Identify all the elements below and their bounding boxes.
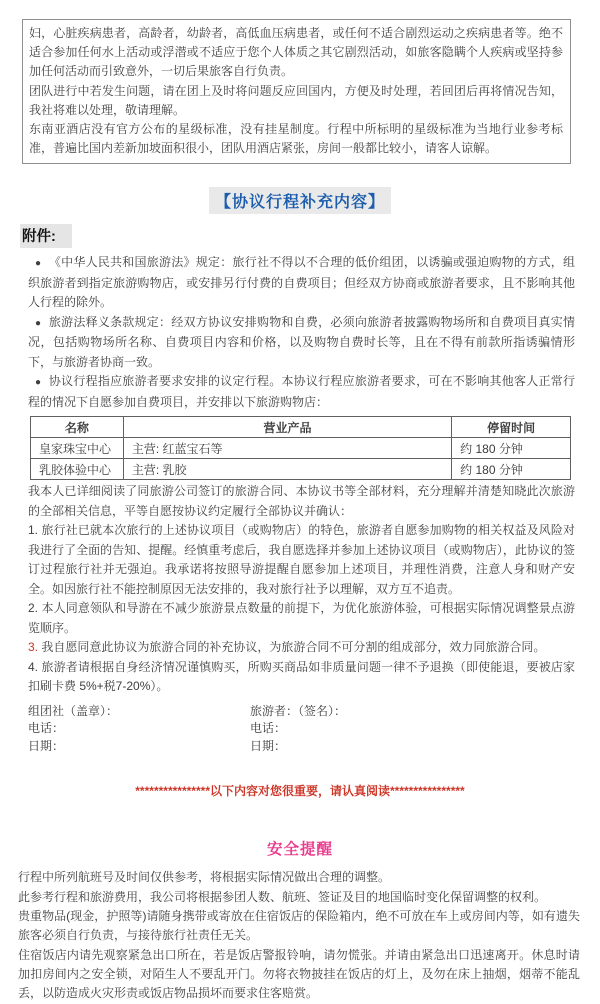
clause-number: 3.: [28, 640, 39, 655]
bullet-text: 旅游法释义条款规定：经双方协议安排购物和自费，必须向旅游者披露购物场所和自费项目真实情况，包括购物场所名称、自费项目内容和价格，以及购物自费时长等，且在不得有前款所指诱骗情形下，与旅游者协商一致。: [28, 314, 575, 369]
clause-text: 旅游者请根据自身经济情况谨慎购买，所购买商品如非质量问题一律不予退换（即使能退，要被店家扣刷卡费 5%+税7-20%）。: [28, 659, 575, 694]
supplement-heading: 【协议行程补充内容】: [209, 187, 391, 214]
safety-heading: 安全提醒: [266, 841, 333, 859]
confirmation-block: [28, 482, 575, 697]
bullet-item: [28, 253, 575, 313]
bullet-text: 协议行程指应旅游者要求安排的议定行程。本协议行程应旅游者要求，可在不影响其他客人正常行程的情况下自愿参加自费项目，并安排以下旅游购物店：: [28, 374, 575, 409]
table-header-name: 名称: [31, 417, 124, 438]
safety-paragraph: 此参考行程和旅游费用，我公司将根据参团人数、航班、签证及目的地国临时变化保留调整的权利。: [18, 889, 547, 904]
attachment-label: 附件:: [20, 224, 72, 248]
document-page: [0, 19, 600, 1001]
clause-text: 我自愿同意此协议为旅游合同的补充协议，为旅游合同不可分割的组成部分，效力同旅游合同。: [41, 640, 546, 655]
table-header-row: [31, 417, 571, 438]
safety-heading-row: [0, 837, 600, 859]
table-header-time: 停留时间: [452, 417, 571, 438]
table-cell-name: 皇家珠宝中心: [31, 438, 124, 459]
clause-4: [28, 658, 575, 697]
clause-text: 旅行社已就本次旅行的上述协议项目（或购物店）的特色，旅游者自愿参加购物的相关权益及风险对我进行了全面的告知、提醒。经慎重考虑后，我自愿选择并参加上述协议项目（或购物店），此协议的签订过程旅行社并无强迫。我承诺将按照导游提醒自愿参加上述项目，并理性消费，注意人身和财产安全。如因旅行社不能控制原因无法安排的，我对旅行社予以理解，双方互不追责。: [28, 523, 575, 596]
notice-paragraph: 妇，心脏疾病患者，高龄者，幼龄者，高低血压病患者，或任何不适合剧烈运动之疾病患者等。绝不适合参加任何水上活动或浮潜或不适应于您个人体质之其它剧烈活动，如旅客隐瞒个人疾病或坚持参加任何活动而引致意外，一切后果旅客自行负责。: [29, 26, 563, 79]
clause-number: 4.: [28, 659, 39, 674]
table-cell-product: 主营: 乳胶: [123, 459, 451, 480]
safety-block: [18, 868, 580, 1003]
organizer-seal-label: 组团社（盖章）：: [28, 703, 119, 718]
supplement-heading-row: [0, 187, 600, 214]
notice-paragraph: 团队进行中若发生问题，请在团上及时将问题反应回国内，方便及时处理，若回团后再将情况告知，我社将难以处理，敬请理解。: [29, 83, 563, 117]
signature-organizer-column: [28, 703, 250, 756]
clause-number: 2.: [28, 601, 39, 616]
table-cell-time: 约 180 分钟: [452, 438, 571, 459]
table-cell-time: 约 180 分钟: [452, 459, 571, 480]
important-notice-line: ****************以下内容对您很重要，请认真阅读****************: [135, 784, 465, 799]
table-row: [31, 459, 571, 480]
bullet-icon: ●: [35, 317, 42, 329]
clause-1: [28, 521, 575, 599]
clause-number: 1.: [28, 523, 39, 538]
table-cell-product: 主营: 红蓝宝石等: [123, 438, 451, 459]
safety-paragraph: 住宿饭店内请先观察紧急出口所在，若是饭店警报铃响，请勿慌张。并请由紧急出口迅速离开。休息时请加扣房间内之安全锁，对陌生人不要乱开门。勿将衣物披挂在饭店的灯上，及勿在床上抽烟，烟蒂不能乱丢，以防造成火灾形责或饭店物品损坏而要求住客赔赏。: [18, 947, 580, 1001]
table-row: [31, 438, 571, 459]
clause-text: 本人同意领队和导游在不减少旅游景点数量的前提下，为优化旅游体验，可根据实际情况调整景点游览顺序。: [28, 601, 575, 635]
signature-block: [28, 703, 575, 756]
table-header-product: 营业产品: [123, 417, 451, 438]
bullet-item: [28, 372, 575, 412]
bullet-icon: ●: [35, 258, 42, 270]
shop-table: [30, 416, 571, 480]
organizer-phone-label: 电话：: [28, 721, 65, 736]
attachment-label-row: [20, 224, 600, 248]
safety-paragraph: 贵重物品(现金，护照等)请随身携带或寄放在住宿饭店的保险箱内，绝不可放在车上或房间内等，如有遗失旅客必须自行负责，与接待旅行社责任无关。: [18, 909, 580, 943]
tourist-date-label: 日期：: [250, 738, 287, 753]
table-cell-name: 乳胶体验中心: [31, 459, 124, 480]
notice-paragraph: 东南亚酒店没有官方公布的星级标准，没有挂星制度。行程中所标明的星级标准为当地行业参考标准，普遍比国内差新加坡面积很小，团队用酒店紧张，房间一般都比较小，请客人谅解。: [29, 122, 563, 156]
clause-3: [28, 638, 575, 658]
tourist-phone-label: 电话：: [250, 721, 287, 736]
notice-box: [22, 19, 571, 164]
safety-paragraph: 行程中所列航班号及时间仅供参考，将根据实际情况做出合理的调整。: [18, 870, 391, 885]
confirm-intro: 我本人已详细阅读了同旅游公司签订的旅游合同、本协议书等全部材料，充分理解并清楚知晓此次旅游的全部相关信息，平等自愿按协议约定履行全部协议并确认：: [28, 484, 575, 518]
bullet-list: [28, 253, 575, 412]
signature-tourist-column: [250, 703, 575, 756]
tourist-sign-label: 旅游者：（签名）：: [250, 703, 347, 718]
organizer-date-label: 日期：: [28, 738, 65, 753]
bullet-item: [28, 313, 575, 373]
clause-2: [28, 599, 575, 638]
bullet-icon: ●: [35, 377, 42, 389]
bullet-text: 《中华人民共和国旅游法》规定：旅行社不得以不合理的低价组团，以诱骗或强迫购物的方式，组织旅游者到指定旅游购物店，或安排另行付费的自费项目；但经双方协商或旅游者要求，且不影响其他人行程的除外。: [28, 255, 575, 310]
